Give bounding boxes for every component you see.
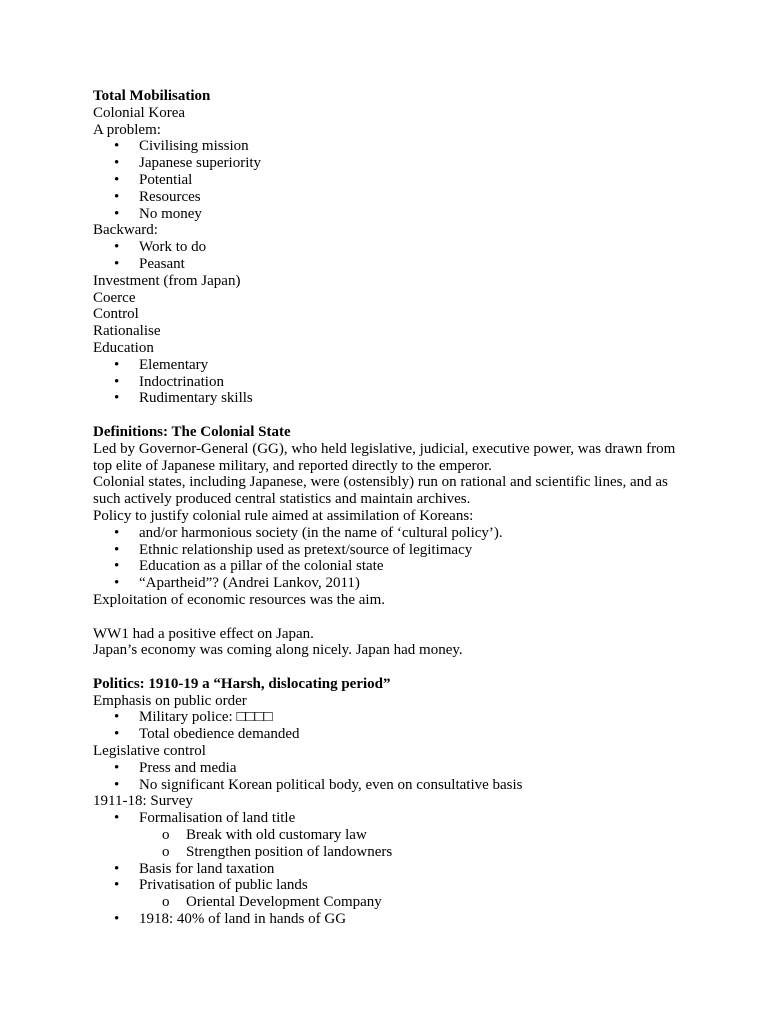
sub-list-item (93, 894, 683, 911)
bullet-marker: • (114, 138, 120, 155)
section-heading-total-mobilisation: Total Mobilisation (93, 88, 211, 104)
list-item-text: No significant Korean political body, even on consultative basis (139, 776, 523, 793)
text-line: Emphasis on public order (93, 692, 247, 709)
bullet-marker: • (114, 575, 120, 592)
section-heading-definitions: Definitions: The Colonial State (93, 423, 291, 440)
blank-line (93, 659, 683, 676)
list-item (93, 155, 683, 172)
bullet-list-order (93, 709, 683, 743)
bullet-marker: • (114, 373, 120, 390)
sub-bullet-marker: o (162, 827, 170, 844)
list-item (93, 239, 683, 256)
list-item-text: Resources (139, 188, 201, 205)
sub-bullet-marker: o (162, 843, 170, 860)
list-item (93, 172, 683, 189)
text-line: Education (93, 339, 154, 356)
bullet-marker: • (114, 171, 120, 188)
bullet-list-education (93, 357, 683, 407)
paragraph: Led by Governor-General (GG), who held legislative, judicial, executive power, was drawn from top elite of Japanese military, and reported directly to the emperor. (93, 440, 676, 474)
document-page (93, 88, 683, 928)
bullet-marker: • (114, 390, 120, 407)
list-item (93, 777, 683, 794)
bullet-marker: • (114, 558, 120, 575)
paragraph: Colonial states, including Japanese, were (ostensibly) run on rational and scientific lines, and as such actively produced central statistics and maintain archives. (93, 474, 668, 508)
text-line: Colonial Korea (93, 104, 186, 121)
list-item-text: 1918: 40% of land in hands of GG (139, 911, 347, 928)
list-item (93, 861, 683, 878)
bullet-list-backward (93, 239, 683, 273)
text-line: Rationalise (93, 323, 161, 340)
list-item-text: Press and media (139, 759, 237, 776)
paragraph: Exploitation of economic resources was the aim. (93, 591, 385, 608)
bullet-list-policy (93, 525, 683, 592)
bullet-marker: • (114, 860, 120, 877)
bullet-marker: • (114, 205, 120, 222)
bullet-marker: • (114, 356, 120, 373)
list-item-text: Work to do (139, 239, 207, 256)
list-item (93, 206, 683, 223)
bullet-list-problem (93, 138, 683, 222)
text-line: 1911-18: Survey (93, 793, 193, 810)
list-item (93, 709, 683, 726)
text-line: Coerce (93, 289, 136, 306)
list-item-text: Break with old customary law (186, 827, 367, 844)
list-item (93, 877, 683, 894)
list-item (93, 726, 683, 743)
bullet-marker: • (114, 155, 120, 172)
bullet-marker: • (114, 776, 120, 793)
paragraph: Policy to justify colonial rule aimed at assimilation of Koreans: (93, 507, 474, 524)
bullet-marker: • (114, 541, 120, 558)
text-line: A problem: (93, 121, 161, 138)
list-item (93, 542, 683, 559)
text-line: Legislative control (93, 743, 206, 760)
list-item (93, 189, 683, 206)
list-item (93, 357, 683, 374)
bullet-marker: • (114, 188, 120, 205)
sub-list-item (93, 827, 683, 844)
list-item-text: Japanese superiority (139, 155, 262, 172)
list-item-text: Privatisation of public lands (139, 877, 308, 894)
list-item (93, 558, 683, 575)
sub-list-item (93, 844, 683, 861)
list-item (93, 525, 683, 542)
bullet-marker: • (114, 877, 120, 894)
sub-bullet-marker: o (162, 894, 170, 911)
bullet-marker: • (114, 759, 120, 776)
list-item (93, 138, 683, 155)
bullet-marker: • (114, 726, 120, 743)
list-item (93, 390, 683, 407)
paragraph: Japan’s economy was coming along nicely. Japan had money. (93, 642, 463, 659)
bullet-marker: • (114, 911, 120, 928)
list-item-text: Basis for land taxation (139, 860, 275, 877)
list-item-text: Formalisation of land title (139, 810, 296, 827)
list-item-text: and/or harmonious society (in the name of ‘cultural policy’). (139, 524, 503, 541)
list-item (93, 760, 683, 777)
list-item-text: Rudimentary skills (139, 390, 253, 407)
paragraph: WW1 had a positive effect on Japan. (93, 625, 314, 642)
list-item-text: “Apartheid”? (Andrei Lankov, 2011) (139, 575, 360, 592)
list-item (93, 575, 683, 592)
list-item (93, 810, 683, 827)
bullet-marker: • (114, 709, 120, 726)
text-line: Control (93, 306, 139, 323)
list-item-text: No money (139, 205, 202, 222)
list-item-text: Strengthen position of landowners (186, 843, 393, 860)
list-item (93, 374, 683, 391)
list-item (93, 911, 683, 928)
text-line: Backward: (93, 222, 158, 239)
bullet-list-survey (93, 810, 683, 928)
list-item-text: Potential (139, 171, 193, 188)
list-item-text: Peasant (139, 255, 185, 272)
list-item-text: Civilising mission (139, 138, 249, 155)
list-item-text: Oriental Development Company (186, 894, 382, 911)
text-line: Investment (from Japan) (93, 272, 241, 289)
list-item-text: Total obedience demanded (139, 726, 300, 743)
list-item-text: Education as a pillar of the colonial state (139, 558, 384, 575)
list-item-text: Ethnic relationship used as pretext/source of legitimacy (139, 541, 473, 558)
bullet-marker: • (114, 255, 120, 272)
bullet-marker: • (114, 239, 120, 256)
list-item-text: Military police: □□□□ (139, 709, 273, 726)
section-heading-politics: Politics: 1910-19 a “Harsh, dislocating period” (93, 675, 391, 692)
bullet-marker: • (114, 810, 120, 827)
list-item-text: Indoctrination (139, 373, 224, 390)
bullet-marker: • (114, 524, 120, 541)
list-item (93, 256, 683, 273)
bullet-list-legislative (93, 760, 683, 794)
blank-line (93, 407, 683, 424)
blank-line (93, 609, 683, 626)
list-item-text: Elementary (139, 356, 209, 373)
